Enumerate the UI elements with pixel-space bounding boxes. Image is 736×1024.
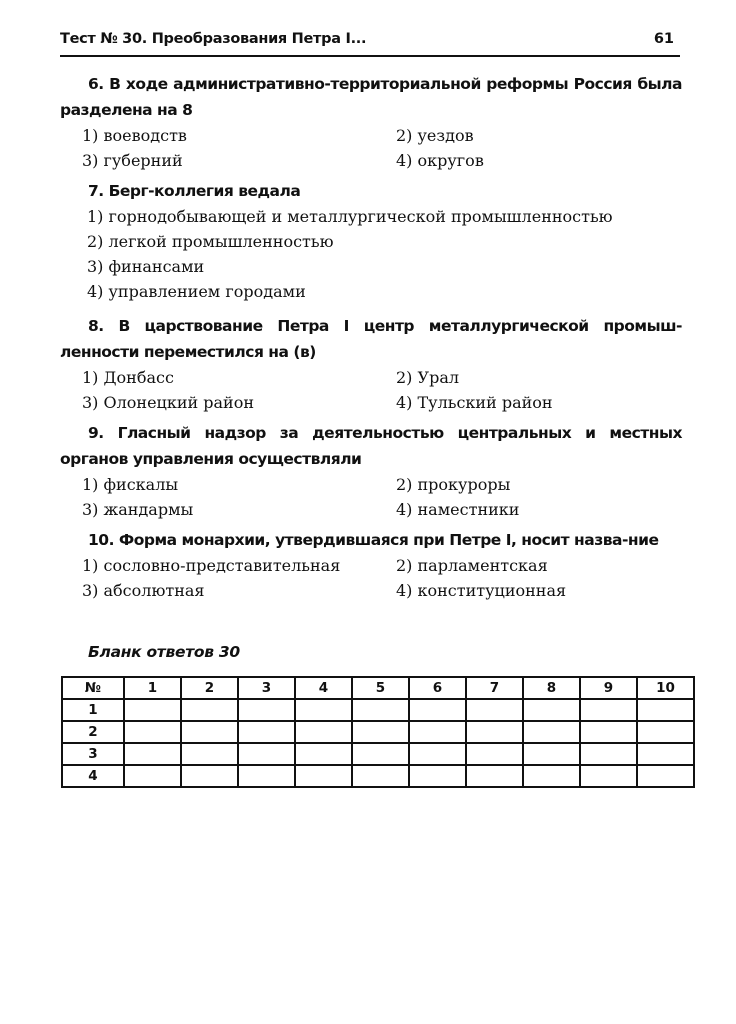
table-header-cell: 4 [295,677,352,699]
option: 4) конституционная [396,581,567,600]
option: 4) управлением городами [87,282,306,301]
question-title: 8. В царствование Петра I центр металлургической промыш-ленности переместился на (в) [60,317,682,361]
option: 1) Донбасс [82,368,174,387]
answer-cell[interactable] [466,699,523,721]
table-row [62,699,694,721]
answer-table [61,676,695,788]
answer-cell[interactable] [238,765,295,787]
answer-cell[interactable] [523,721,580,743]
row-number-cell: 2 [62,721,124,743]
answer-cell[interactable] [580,721,637,743]
running-title: Тест № 30. Преобразования Петра I... [60,31,367,47]
question-10 [60,527,682,603]
row-number-cell: 4 [62,765,124,787]
question-title: 7. Берг-коллегия ведала [88,182,301,200]
option: 2) парламентская [396,556,548,575]
table-row [62,765,694,787]
answer-cell[interactable] [238,743,295,765]
question-9 [60,420,682,522]
answer-cell[interactable] [124,721,181,743]
table-header-cell: 1 [124,677,181,699]
row-number-cell: 1 [62,699,124,721]
answer-cell[interactable] [181,765,238,787]
answer-cell[interactable] [580,765,637,787]
option: 3) губерний [82,151,183,170]
answer-cell[interactable] [352,765,409,787]
answer-cell[interactable] [238,721,295,743]
option: 3) Олонецкий район [82,393,254,412]
option: 4) округов [396,151,484,170]
option: 1) горнодобывающей и металлургической промышленностью [87,207,613,226]
row-number-cell: 3 [62,743,124,765]
answer-cell[interactable] [295,721,352,743]
question-title: 9. Гласный надзор за деятельностью центральных и местных органов управления осуществляли [60,424,682,468]
option: 1) воеводств [82,126,187,145]
answer-cell[interactable] [580,743,637,765]
answer-cell[interactable] [409,721,466,743]
option: 1) фискалы [82,475,179,494]
table-header-cell: 8 [523,677,580,699]
table-header-cell: 7 [466,677,523,699]
answer-cell[interactable] [124,743,181,765]
answer-cell[interactable] [466,743,523,765]
answer-cell[interactable] [181,699,238,721]
option: 4) Тульский район [396,393,553,412]
option: 3) абсолютная [82,581,205,600]
table-row [62,721,694,743]
question-8 [60,313,682,415]
option: 2) прокуроры [396,475,511,494]
option: 2) Урал [396,368,460,387]
table-header-row [62,677,694,699]
option: 3) финансами [87,257,205,276]
question-6 [60,71,682,173]
table-header-cell: 5 [352,677,409,699]
answer-cell[interactable] [523,699,580,721]
page-number: 61 [653,31,674,47]
answer-cell[interactable] [637,765,694,787]
answer-cell[interactable] [466,765,523,787]
answer-cell[interactable] [409,765,466,787]
question-title: 6. В ходе административно-территориальной реформы Россия была разделена на 8 [60,75,682,119]
option: 2) легкой промышленностью [87,232,334,251]
question-title: 10. Форма монархии, утвердившаяся при Петре I, носит назва-ние [88,531,659,549]
option: 1) сословно-представительная [82,556,341,575]
answer-cell[interactable] [181,743,238,765]
option: 3) жандармы [82,500,194,519]
answer-cell[interactable] [295,699,352,721]
page-header [60,29,680,57]
answer-cell[interactable] [409,699,466,721]
answer-cell[interactable] [523,765,580,787]
answer-cell[interactable] [352,699,409,721]
table-header-cell: 6 [409,677,466,699]
table-header-cell: 2 [181,677,238,699]
answer-cell[interactable] [295,765,352,787]
answer-cell[interactable] [352,743,409,765]
answer-cell[interactable] [124,765,181,787]
answer-cell[interactable] [238,699,295,721]
table-header-cell: 10 [637,677,694,699]
table-header-cell: 3 [238,677,295,699]
table-header-cell: 9 [580,677,637,699]
answer-cell[interactable] [409,743,466,765]
answer-cell[interactable] [181,721,238,743]
answer-cell[interactable] [466,721,523,743]
answer-cell[interactable] [637,743,694,765]
question-7 [60,178,682,304]
answer-cell[interactable] [637,721,694,743]
answer-cell[interactable] [580,699,637,721]
option: 4) наместники [396,500,520,519]
answer-cell[interactable] [124,699,181,721]
option: 2) уездов [396,126,474,145]
table-header-cell: № [62,677,124,699]
answer-cell[interactable] [352,721,409,743]
answer-sheet-title: Бланк ответов 30 [88,643,240,661]
table-row [62,743,694,765]
answer-cell[interactable] [523,743,580,765]
answer-cell[interactable] [637,699,694,721]
answer-cell[interactable] [295,743,352,765]
